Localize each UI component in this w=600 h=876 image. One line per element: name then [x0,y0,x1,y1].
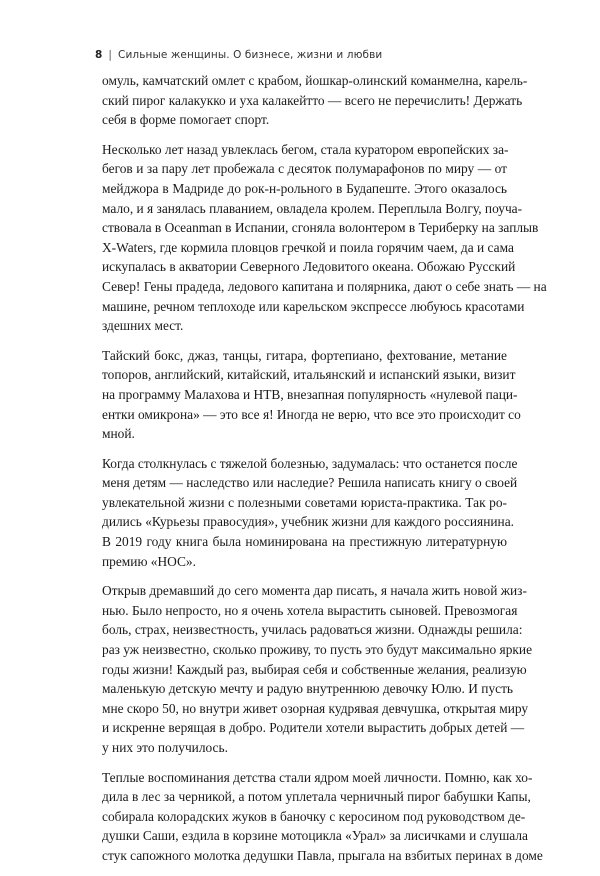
paragraph [102,140,547,336]
text-line: ствовала в Oceanman в Испании, сгоняла волонтером в Териберку на заплыв [102,220,539,236]
text-line: Тайский бокс, джаз, танцы, гитара, фортепиано, фехтование, метание [102,347,507,363]
text-line: Север! Гены прадеда, ледового капитана и полярника, дают о себе знать — на [102,278,547,294]
text-line: мной. [102,426,135,442]
book-title: Сильные женщины. О бизнесе, жизни и любви [118,49,383,61]
text-line: маленькую детскую мечту и радую внутреннюю девочку Юлю. И пусть [102,681,514,697]
text-line: здешних мест. [102,318,184,334]
text-line: ский пирог калакукко и уха калакейтто — всего не перечислить! Держать [102,92,523,108]
text-line: увлекательной жизни с полезными советами юриста-практика. Так ро- [102,494,507,510]
text-line: мне скоро 50, но внутри живет озорная кудрявая девчушка, открытая миру [102,700,529,716]
text-line: стук сапожного молотка дедушки Павла, прыгала на взбитых перинах в доме [102,847,543,863]
text-line: мейджора в Мадриде до рок-н-рольного в Будапеште. Этого оказалось [102,180,507,196]
text-line: мало, и я занялась плаванием, овладела кролем. Переплыла Волгу, поуча- [102,200,523,216]
text-line: премию «НОС». [102,553,196,569]
text-line: машине, речном теплоходе или карельском экспрессе любуюсь красотами [102,298,525,314]
text-line: у них это получилось. [102,740,228,755]
text-line: собирала колорадских жуков в баночку с керосином под руководством де- [102,808,526,824]
text-line: Когда столкнулась с тяжелой болезнью, задумалась: что останется после [102,455,518,471]
text-line: раз уж неизвестно, сколько проживу, то пусть это будут максимально яркие [102,642,533,658]
text-line: душки Саши, ездила в корзине мотоцикла «Урал» за лисичками и слушала [102,828,528,844]
text-line: на программу Малахова и НТВ, внезапная популярность «нулевой паци- [102,386,518,402]
text-line: боль, страх, неизвестность, училась радоваться жизни. Однажды решила: [102,622,523,638]
text-line: Несколько лет назад увлеклась бегом, стала куратором европейских за- [102,141,509,157]
paragraph [102,454,518,572]
body-text [102,71,547,876]
text-line: Теплые воспоминания детства стали ядром моей личности. Помню, как хо- [102,769,533,785]
text-line: В 2019 году книга была номинирована на престижную литературную [102,534,507,550]
text-line: и искренне верящая в добро. Родители хотели вырастить добрых детей — [102,720,525,736]
text-line: бегов и за пару лет пробежала с десяток полумарафонов по миру — от [102,161,507,177]
running-header [95,49,382,61]
text-line: меня детям — наследство или наследие? Решила написать книгу о своей [102,475,518,491]
paragraph [102,581,533,757]
text-line: нью. Было непросто, но я очень хотела вырастить сыновей. Превозмогая [102,602,518,618]
text-line: искупалась в акватории Северного Ледовитого океана. Обожаю Русский [102,259,516,275]
text-line: омуль, камчатский омлет с крабом, йошкар-олинский команмелна, карель- [102,73,528,88]
header-separator: | [108,49,113,61]
text-line: топоров, английский, китайский, итальянский и испанский языки, визит [102,367,516,383]
paragraph [102,346,521,444]
text-line: годы жизни! Каждый раз, выбирая себя и собственные желания, реализую [102,661,527,677]
text-line: X-Waters, где кормила пловцов гречкой и поила горячим чаем, да и сама [102,239,514,255]
text-line: дила в лес за черникой, а потом уплетала черничный пирог бабушки Капы, [102,789,531,805]
text-line: дились «Курьезы правосудия», учебник жизни для каждого россиянина. [102,514,514,530]
paragraph [102,768,543,866]
text-line: Открыв дремавший до сего момента дар писать, я начала жить новой жиз- [102,583,527,599]
page-number: 8 [95,49,103,61]
text-line: себя в форме помогает спорт. [102,112,270,128]
text-line: ентки омикрона» — это все я! Иногда не верю, что все это происходит со [102,406,521,422]
paragraph [102,71,528,130]
